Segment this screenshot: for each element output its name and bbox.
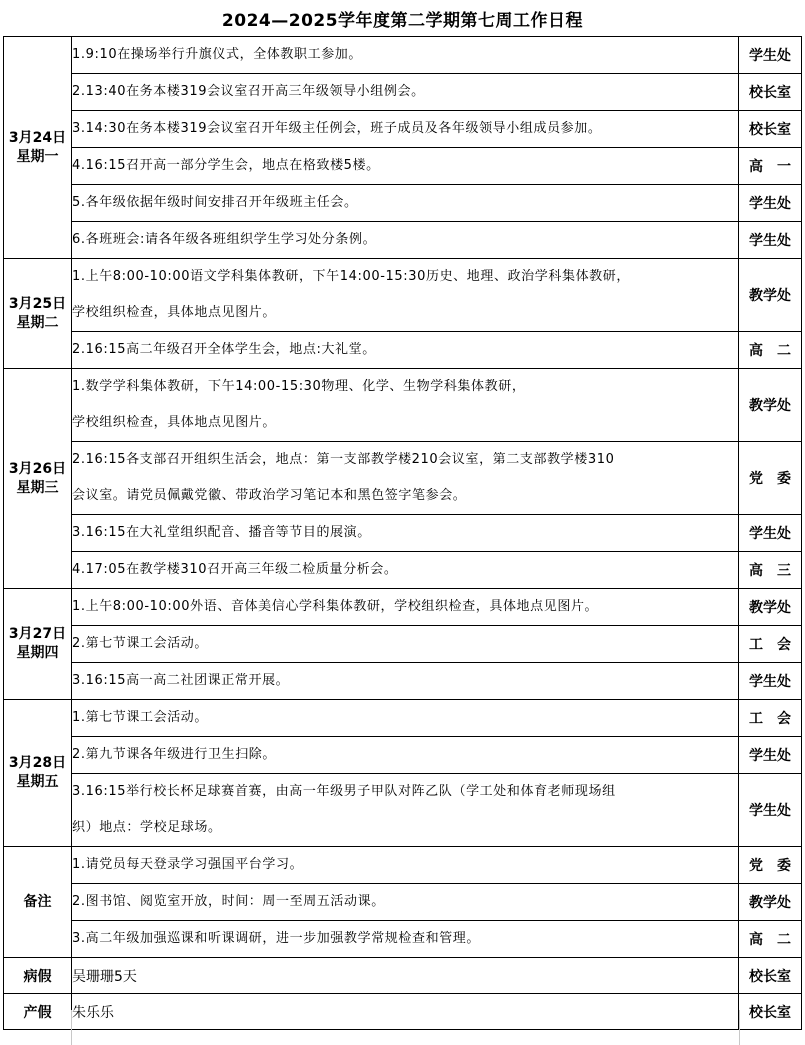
schedule-row: [4, 332, 802, 369]
department: [739, 369, 802, 442]
department: [739, 663, 802, 700]
department-label: 校长室: [749, 122, 791, 138]
task-line: 1.上午8:00-10:00语文学科集体教研，下午14:00-15:30历史、地理、政治学科集体教研，: [72, 269, 630, 284]
day-date: 3月25日: [8, 295, 67, 312]
department-label: 教学处: [749, 600, 791, 616]
schedule-row: [4, 774, 802, 847]
schedule-row: [4, 921, 802, 958]
department: [739, 884, 802, 921]
day-cell: [4, 589, 72, 700]
schedule-row: [4, 148, 802, 185]
schedule-body: [4, 37, 802, 1030]
department-label: 工 会: [749, 637, 791, 653]
task-item: 4.17:05在教学楼310召开高三年级二检质量分析会。: [72, 552, 739, 589]
task-line: 1.数学学科集体教研，下午14:00-15:30物理、化学、生物学科集体教研，: [72, 379, 526, 394]
day-date: 3月27日: [8, 626, 67, 642]
task-item: 5.各年级依据年级时间安排召开年级班主任会。: [72, 185, 739, 222]
day-weekday: 星期四: [16, 645, 59, 661]
maternity-leave-label: 产假: [4, 994, 72, 1030]
day-cell: [4, 700, 72, 847]
task-item: 4.16:15召开高一部分学生会，地点在格致楼5楼。: [72, 148, 739, 185]
department: [739, 737, 802, 774]
notes-label: 备注: [4, 847, 72, 958]
department: [739, 111, 802, 148]
department: [739, 185, 802, 222]
department-label: 高 三: [749, 563, 791, 579]
day-weekday: 星期一: [16, 148, 59, 165]
schedule-row: [4, 442, 802, 515]
schedule-row: [4, 663, 802, 700]
task-item: 2.16:15高二年级召开全体学生会，地点:大礼堂。: [72, 332, 739, 369]
schedule-row: [4, 259, 802, 332]
department-label: 教学处: [749, 398, 791, 414]
department: [739, 74, 802, 111]
department: [739, 774, 802, 847]
sick-leave-row: [4, 958, 802, 994]
department-label: 学生处: [749, 196, 791, 212]
department-label: 学生处: [749, 674, 791, 690]
department: [739, 921, 802, 958]
department: [739, 148, 802, 185]
maternity-leave-content: 朱乐乐: [72, 994, 739, 1030]
schedule-row: [4, 589, 802, 626]
day-date: 3月28日: [8, 755, 67, 771]
task-item: 1.请党员每天登录学习强国平台学习。: [72, 847, 739, 884]
department: [739, 626, 802, 663]
department: [739, 259, 802, 332]
schedule-title: 2024—2025学年度第二学期第七周工作日程: [221, 10, 584, 31]
task-item: 3.16:15在大礼堂组织配音、播音等节目的展演。: [72, 515, 739, 552]
task-item: [72, 369, 739, 442]
task-item: 6.各班班会:请各年级各班组织学生学习处分条例。: [72, 222, 739, 259]
task-line: 会议室。请党员佩戴党徽、带政治学习笔记本和黑色签字笔参会。: [72, 488, 467, 503]
department-label: 校长室: [749, 968, 791, 985]
day-weekday: 星期五: [16, 774, 59, 790]
department-label: 党 委: [749, 471, 791, 487]
task-item: 2.第七节课工会活动。: [72, 626, 739, 663]
department: [739, 442, 802, 515]
task-item: 2.13:40在务本楼319会议室召开高三年级领导小组例会。: [72, 74, 739, 111]
day-weekday: 星期三: [16, 479, 59, 496]
task-item: 1.上午8:00-10:00外语、音体美信心学科集体教研，学校组织检查，具体地点见图片。: [72, 589, 739, 626]
schedule-row: [4, 847, 802, 884]
department-label: 党 委: [749, 858, 791, 874]
task-item: 3.14:30在务本楼319会议室召开年级主任例会，班子成员及各年级领导小组成员参加。: [72, 111, 739, 148]
schedule-row: [4, 884, 802, 921]
day-cell: [4, 259, 72, 369]
schedule-row: [4, 515, 802, 552]
department-label: 学生处: [749, 803, 791, 819]
department-label: 校长室: [749, 1004, 791, 1021]
task-item: [72, 259, 739, 332]
task-item: 1.第七节课工会活动。: [72, 700, 739, 737]
department: [739, 958, 802, 994]
department-label: 教学处: [749, 895, 791, 911]
department: [739, 222, 802, 259]
schedule-row: [4, 552, 802, 589]
department: [739, 332, 802, 369]
task-item: [72, 442, 739, 515]
task-item: [72, 774, 739, 847]
department-label: 教学处: [749, 288, 791, 304]
department-label: 学生处: [749, 748, 791, 764]
schedule-row: [4, 222, 802, 259]
blank-row: [3, 1010, 802, 1045]
schedule-row: [4, 185, 802, 222]
department-label: 高 二: [749, 343, 791, 359]
schedule-row: [4, 111, 802, 148]
department-label: 学生处: [749, 233, 791, 249]
task-item: 2.第九节课各年级进行卫生扫除。: [72, 737, 739, 774]
task-line: 学校组织检查，具体地点见图片。: [72, 415, 277, 430]
department: [739, 847, 802, 884]
department: [739, 589, 802, 626]
sick-leave-content: 吴珊珊5天: [72, 958, 739, 994]
task-item: 3.16:15高一高二社团课正常开展。: [72, 663, 739, 700]
department-label: 学生处: [749, 48, 791, 64]
department: [739, 37, 802, 74]
task-line: 2.16:15各支部召开组织生活会，地点：第一支部教学楼210会议室，第二支部教学楼310: [72, 452, 615, 467]
day-date: 3月26日: [8, 460, 67, 477]
sick-leave-label: 病假: [4, 958, 72, 994]
department: [739, 700, 802, 737]
department: [739, 552, 802, 589]
task-line: 3.16:15举行校长杯足球赛首赛，由高一年级男子甲队对阵乙队（学工处和体育老师现场组: [72, 784, 616, 799]
day-cell: [4, 369, 72, 589]
task-line: 织）地点：学校足球场。: [72, 820, 222, 835]
task-item: 3.高二年级加强巡课和听课调研，进一步加强教学常规检查和管理。: [72, 921, 739, 958]
task-line: 学校组织检查，具体地点见图片。: [72, 305, 277, 320]
task-item: 2.图书馆、阅览室开放，时间：周一至周五活动课。: [72, 884, 739, 921]
schedule-table: [3, 36, 802, 1030]
department-label: 高 二: [749, 932, 791, 948]
schedule-row: [4, 37, 802, 74]
schedule-row: [4, 700, 802, 737]
schedule-row: [4, 369, 802, 442]
department-label: 工 会: [749, 711, 791, 727]
day-date: 3月24日: [8, 129, 67, 146]
day-cell: [4, 37, 72, 259]
day-weekday: 星期二: [16, 314, 59, 331]
department-label: 高 一: [749, 159, 791, 175]
department: [739, 515, 802, 552]
schedule-row: [4, 626, 802, 663]
task-item: 1.9:10在操场举行升旗仪式，全体教职工参加。: [72, 37, 739, 74]
department-label: 校长室: [749, 85, 791, 101]
schedule-row: [4, 74, 802, 111]
department-label: 学生处: [749, 526, 791, 542]
schedule-row: [4, 737, 802, 774]
